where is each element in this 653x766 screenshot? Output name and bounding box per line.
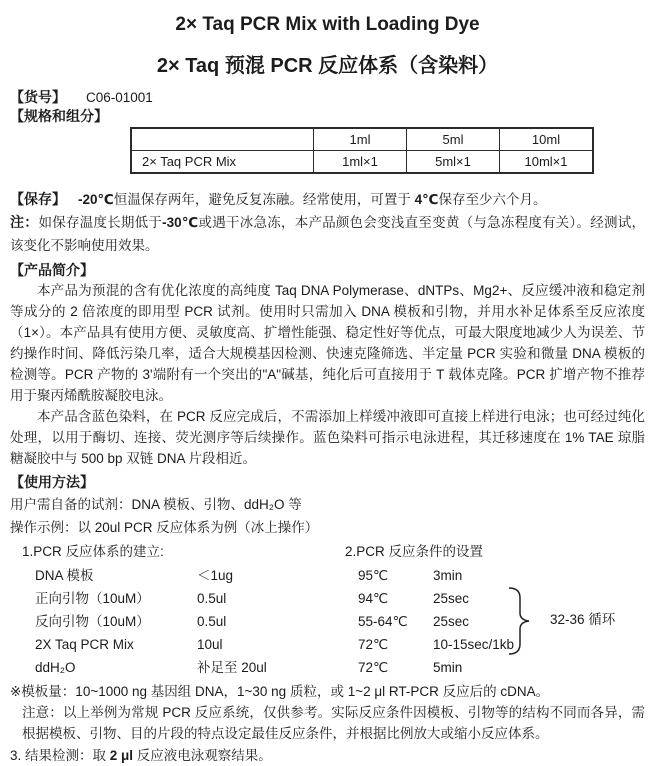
note-label: 注：: [10, 214, 39, 230]
condition-row: [345, 656, 514, 679]
condition-row: [345, 610, 514, 633]
setup-component: DNA 模板: [35, 568, 94, 583]
spec-header-5ml: 5ml: [407, 128, 500, 151]
setup-component: 正向引物（10uM）: [35, 591, 150, 606]
setup-row: [22, 587, 267, 610]
cycle-brace-icon: [508, 586, 532, 656]
setup-row: [22, 610, 267, 633]
spec-section-label: 【规格和组分】: [10, 108, 108, 124]
setup-component: 2X Taq PCR Mix: [35, 637, 134, 652]
spec-product-name: 2× Taq PCR Mix: [131, 151, 314, 174]
condition-row: [345, 587, 514, 610]
condition-temp: 55-64℃: [358, 614, 408, 629]
intro-section-label: 【产品简介】: [10, 262, 94, 278]
pcr-setup-column: [22, 540, 267, 679]
catalog-row: [10, 89, 645, 106]
pcr-setup-title: 1.PCR 反应体系的建立:: [22, 544, 164, 559]
catalog-number: C06-01001: [86, 90, 153, 105]
setup-row: [22, 564, 267, 587]
condition-temp: 95℃: [358, 568, 389, 583]
spec-header-1ml: 1ml: [314, 128, 407, 151]
intro-paragraph-2: 本产品含蓝色染料，在 PCR 反应完成后，不需添加上样缓冲液即可直接上样进行电泳；也可经过纯化处理，以用于酶切、连接、荧光测序等后续操作。蓝色染料可指示电泳进程，其迁移速度在 1% TAE 琼脂糖凝胶中与 500 bp 双链 DNA 片段相近。: [10, 409, 645, 466]
page-title-chinese: 2× Taq 预混 PCR 反应体系（含染料）: [156, 55, 499, 77]
storage-note-paragraph: [10, 211, 645, 257]
spec-header-10ml: 10ml: [500, 128, 594, 151]
usage-reagents-line: 用户需自备的试剂：DNA 模板、引物、ddH₂O 等: [10, 497, 302, 512]
condition-time: 3min: [433, 568, 463, 583]
note-text-post: 或遇干冰急冻，本产品颜色会变浅直至变黄（与急冻程度有关）。经测试，该变化不影响使用效果。: [10, 215, 646, 253]
setup-amount: 0.5ul: [197, 614, 227, 629]
condition-time: 5min: [433, 660, 463, 675]
page-title-english: 2× Taq PCR Mix with Loading Dye: [175, 14, 480, 35]
note-temp-minus30: -30℃: [162, 215, 199, 230]
cycle-count-label: 32-36 循环: [550, 612, 616, 627]
condition-row: [345, 564, 514, 587]
condition-time: 25sec: [433, 591, 470, 606]
setup-amount: 补足至 20ul: [197, 660, 267, 675]
condition-time: 10-15sec/1kb: [433, 637, 515, 652]
template-amount-note: ※模板量：10~1000 ng 基因组 DNA，1~30 ng 质粒，或 1~2 μl RT-PCR 反应后的 cDNA。: [10, 684, 550, 699]
spec-value-10ml: 10ml×1: [500, 151, 594, 174]
setup-amount: ＜1ug: [197, 568, 234, 583]
pcr-conditions-title: 2.PCR 反应条件的设置: [345, 544, 484, 559]
pcr-tables-area: [10, 540, 645, 680]
spec-table: [130, 127, 594, 174]
spec-value-1ml: 1ml×1: [314, 151, 407, 174]
setup-amount: 10ul: [197, 637, 223, 652]
spec-value-5ml: 5ml×1: [407, 151, 500, 174]
condition-temp: 72℃: [358, 660, 389, 675]
result-amount: 2 μl: [109, 748, 134, 763]
document-page: [0, 13, 653, 766]
result-text-post: 反应液电泳观察结果。: [133, 748, 272, 763]
condition-time: 25sec: [433, 614, 470, 629]
spec-header-row: [131, 128, 593, 151]
setup-amount: 0.5ul: [197, 591, 227, 606]
caution-paragraph: 注意：以上举例为常规 PCR 反应系统，仅供参考。实际反应条件因模板、引物等的结构不同而各异，需根据模板、引物、目的片段的特点设定最佳反应条件，并根据比例放大或缩小反应体系。: [22, 705, 645, 741]
storage-text-2: 保存至少六个月。: [438, 192, 547, 207]
setup-component: 反向引物（10uM）: [35, 614, 150, 629]
catalog-label: 【货号】: [10, 89, 66, 105]
pcr-conditions-column: [345, 540, 514, 679]
usage-section-label: 【使用方法】: [10, 474, 94, 490]
storage-paragraph: [10, 188, 645, 211]
usage-example-line: 操作示例：以 20ul PCR 反应体系为例（冰上操作）: [10, 520, 319, 535]
setup-row: [22, 633, 267, 656]
storage-label: 【保存】: [10, 191, 66, 207]
result-text-pre: 3. 结果检测：取: [10, 748, 110, 763]
result-detection-line: [10, 745, 645, 766]
storage-text-1: 恒温保存两年，避免反复冻融。经常使用，可置于: [113, 192, 415, 207]
spec-header-empty: [131, 128, 314, 151]
condition-row: [345, 633, 514, 656]
spec-data-row: [131, 151, 593, 174]
intro-paragraph-1: 本产品为预混的含有优化浓度的高纯度 Taq DNA Polymerase、dNTPs、Mg2+、反应缓冲液和稳定剂等成分的 2 倍浓度的即用型 PCR 试剂。使用时只需加入 DNA 模板和引物，并用水补足体系至反应浓度（1×）。本产品具有使用方便、灵敏度高、扩增性能强、稳定性好等优点，可最大限度地减少人为误差、节约操作时间、降低污染几率，适合大规模基因检测、快速克隆筛选、半定量 PCR 实验和微量 DNA 模板的检测等。PCR 产物的 3'端附有一个突出的"A"碱基，纯化后可直接用于 T 载体克隆。PCR 扩增产物不推荐用于聚丙烯酰胺凝胶电泳。: [10, 283, 645, 403]
condition-temp: 94℃: [358, 591, 389, 606]
storage-temp-4c: 4℃: [414, 192, 439, 207]
setup-row: [22, 656, 267, 679]
condition-temp: 72℃: [358, 637, 389, 652]
storage-temp-minus20: -20℃: [78, 192, 114, 207]
note-text-pre: 如保存温度长期低于: [38, 215, 163, 230]
setup-component: ddH₂O: [35, 660, 76, 675]
